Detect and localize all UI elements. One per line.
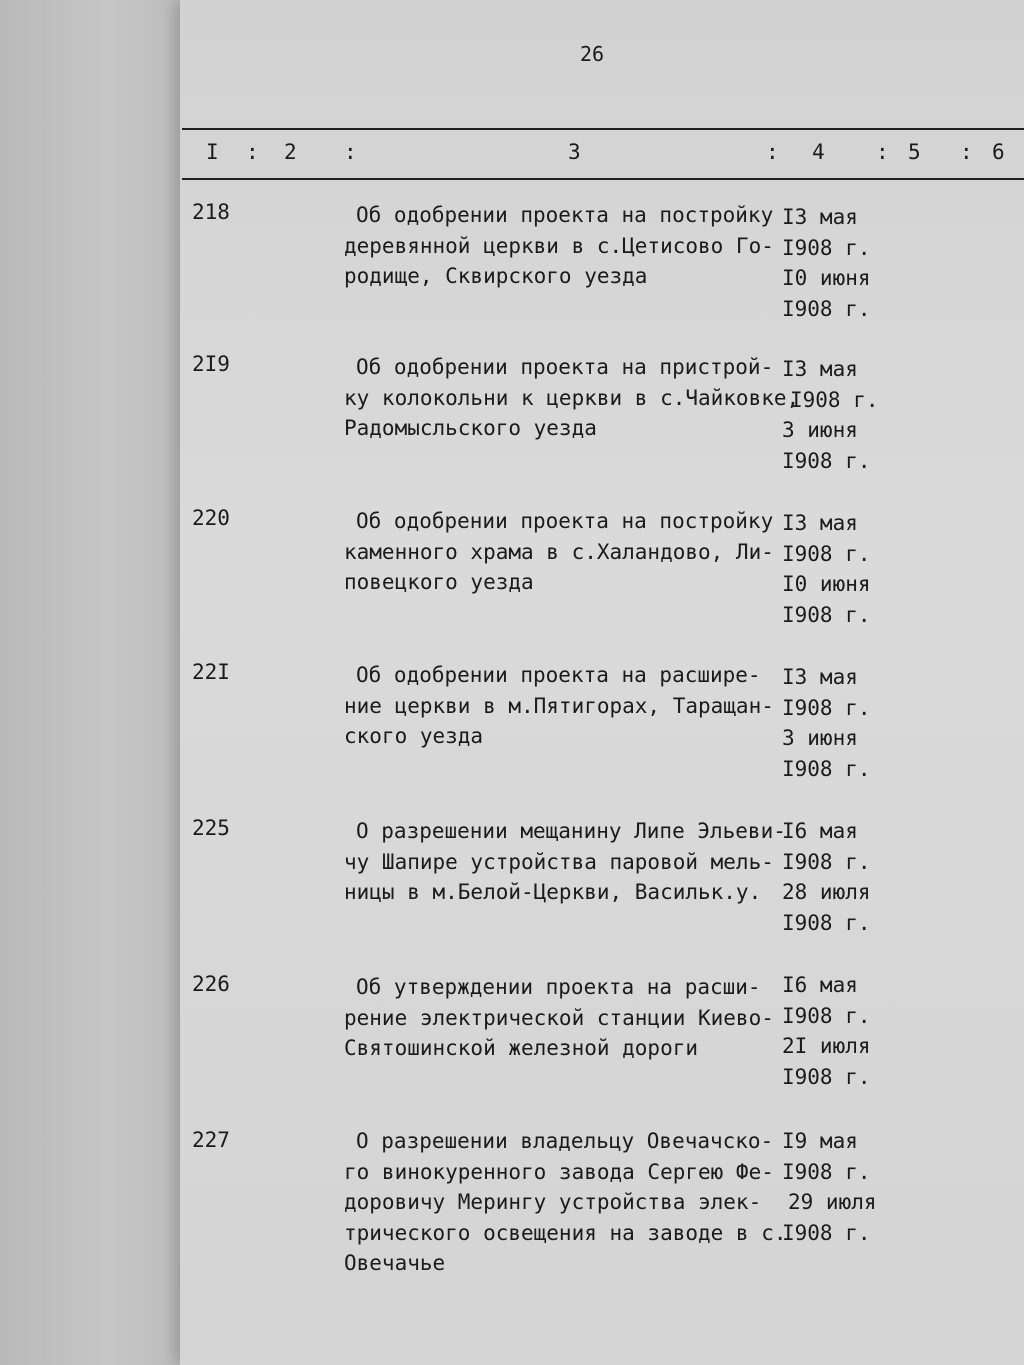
entry-date-line: I3 мая	[782, 665, 858, 689]
entry-title-line: О разрешении владельцу Овечачско-	[356, 1129, 774, 1153]
entry-title	[344, 506, 784, 598]
entry-date-line: I908 г.	[782, 1064, 871, 1089]
entry-date-line: I0 июня	[782, 266, 871, 290]
entry-title-line: Святошинской железной дороги	[344, 1036, 699, 1060]
entry-title-line: рение электрической станции Киево-	[344, 1005, 774, 1030]
entry-title-line: каменного храма в с.Халандово, Ли-	[344, 539, 774, 564]
entry-dates	[782, 508, 902, 630]
entry-title-line: Радомысльского уезда	[344, 416, 597, 440]
entry-title-line: Об одобрении проекта на расшире-	[356, 663, 761, 687]
entry-title-line: Об одобрении проекта на постройку	[356, 203, 774, 227]
entry-title-line: ского уезда	[344, 724, 484, 748]
header-separator: :	[960, 140, 973, 164]
entry-date-line: I908 г.	[782, 448, 871, 473]
header-col-6: 6	[992, 140, 1005, 164]
entry-number: 227	[192, 1128, 230, 1152]
entry-date-line: I3 мая	[782, 357, 858, 381]
entry-date-line: I6 мая	[782, 819, 858, 843]
entry-dates	[782, 1126, 902, 1248]
header-rule-top	[182, 128, 1024, 130]
header-col-2: 2	[284, 140, 297, 164]
header-separator: :	[246, 140, 259, 164]
header-separator: :	[766, 140, 779, 164]
document-page	[180, 0, 1024, 1365]
header-col-4: 4	[812, 140, 825, 164]
entry-date-line: I3 мая	[782, 205, 858, 229]
entry-title-line: Об одобрении проекта на постройку	[356, 509, 774, 533]
entry-date-line: I0 июня	[782, 572, 871, 596]
entry-title-line: ние церкви в м.Пятигорах, Таращан-	[344, 693, 774, 718]
entry-title-line: родище, Сквирского уезда	[344, 264, 648, 288]
header-separator: :	[344, 140, 357, 164]
entry-title-line: доровичу Мерингу устройства элек-	[344, 1190, 762, 1214]
entry-date-line: 2I июля	[782, 1034, 871, 1058]
entry-title	[344, 352, 800, 444]
header-col-5: 5	[908, 140, 921, 164]
entry-title-line: повецкого уезда	[344, 570, 534, 594]
entry-title-line: трического освещения на заводе в с.	[344, 1220, 787, 1245]
entry-date-line: 3 июня	[782, 418, 858, 442]
entry-date-line: I908 г.	[782, 602, 871, 627]
entry-date-line: I908 г.	[782, 910, 871, 935]
entry-dates	[782, 202, 902, 324]
header-col-1: I	[206, 140, 219, 164]
entry-date-line: I908 г.	[782, 695, 871, 720]
entry-date-line: I908 г.	[782, 1220, 871, 1245]
entry-date-line: I908 г.	[782, 1003, 871, 1028]
entry-title	[344, 200, 784, 292]
entry-title-line: Об утверждении проекта на расши-	[356, 975, 761, 999]
entry-date-line: 3 июня	[782, 726, 858, 750]
entry-number: 225	[192, 816, 230, 840]
entry-dates	[782, 662, 902, 784]
page-number: 26	[580, 42, 605, 66]
previous-page-margin	[0, 0, 180, 1365]
entry-date-line: I908 г.	[782, 756, 871, 781]
entry-date-line: I908 г.	[782, 235, 871, 260]
entry-title-line: Об одобрении проекта на пристрой-	[356, 355, 774, 379]
entry-title-line: Овечачье	[344, 1251, 446, 1275]
header-col-3: 3	[568, 140, 581, 164]
entry-number: 2I9	[192, 352, 230, 376]
entry-number: 22I	[192, 660, 230, 684]
entry-date-line: I908 г.	[782, 1159, 871, 1184]
entry-title-line: го винокуренного завода Сергею Фе-	[344, 1159, 774, 1184]
entry-dates	[782, 970, 902, 1092]
entry-date-line: 28 июля	[782, 880, 871, 904]
entry-number: 220	[192, 506, 230, 530]
entry-dates	[782, 816, 902, 938]
entry-title	[344, 1126, 787, 1279]
header-rule-bottom	[182, 178, 1024, 180]
entry-date-line: I3 мая	[782, 511, 858, 535]
entry-date-line: I908 г.	[782, 849, 871, 874]
entry-date-line: I9 мая	[782, 1129, 858, 1153]
entry-title-line: ницы в м.Белой-Церкви, Васильк.у.	[344, 880, 762, 904]
header-separator: :	[876, 140, 889, 164]
entry-title-line: ку колокольни к церкви в с.Чайковке,	[344, 385, 800, 410]
entry-date-line: 29 июля	[788, 1190, 877, 1214]
entry-title	[344, 660, 784, 752]
entry-date-line: I908 г.	[782, 296, 871, 321]
entry-title	[344, 816, 784, 908]
entry-number: 226	[192, 972, 230, 996]
entry-title-line: О разрешении мещанину Липе Эльеви-	[356, 819, 786, 843]
entry-title	[344, 972, 784, 1064]
entry-date-line: I6 мая	[782, 973, 858, 997]
entry-number: 218	[192, 200, 230, 224]
entry-dates	[782, 354, 902, 476]
entry-date-line: I908 г.	[790, 387, 879, 412]
entry-title-line: чу Шапире устройства паровой мель-	[344, 849, 774, 874]
entry-title-line: деревянной церкви в с.Цетисово Го-	[344, 233, 774, 258]
entry-date-line: I908 г.	[782, 541, 871, 566]
